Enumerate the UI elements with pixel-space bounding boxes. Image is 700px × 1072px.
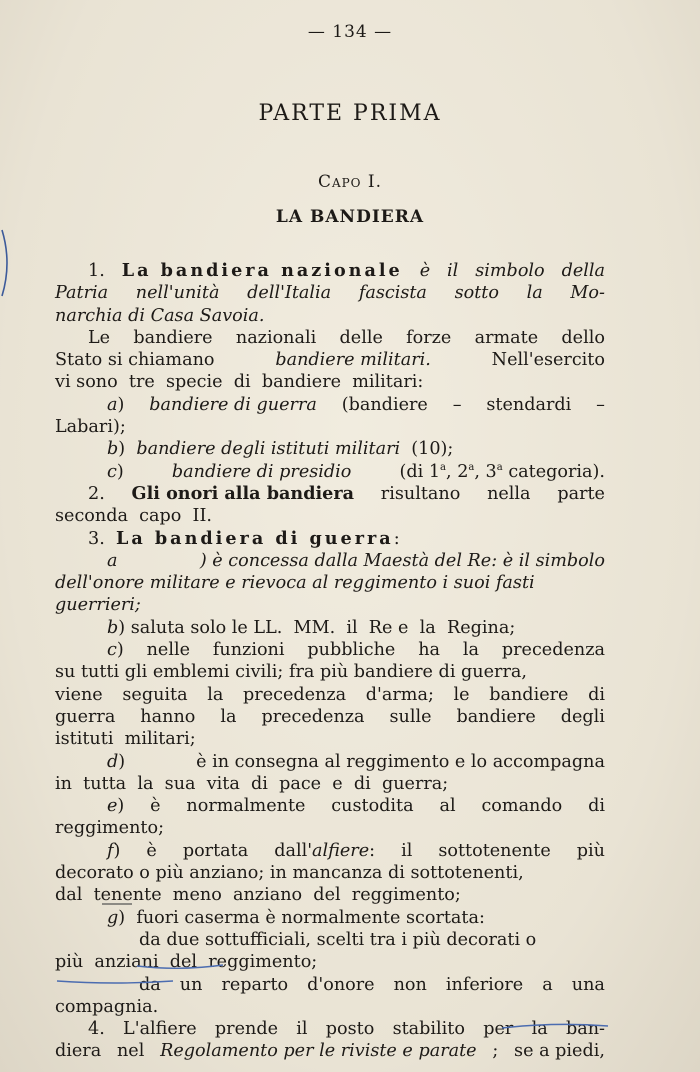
text-line: dell'onore militare e rievoca al reggimento i suoi fasti [55, 573, 535, 594]
text-line: 1. La bandiera nazionale è il simbolo della [88, 260, 605, 281]
text-line: istituti militari; [55, 729, 196, 750]
margin-bracket-mark [0, 228, 14, 298]
text-line: c) nelle funzioni pubbliche ha la precedenza [107, 640, 605, 661]
text-line: reggimento; [55, 818, 164, 839]
text-line: da due sottufficiali, scelti tra i più decorati o [139, 929, 537, 950]
text-line: seconda capo II. [55, 506, 213, 527]
text-line: Labari); [55, 417, 126, 438]
text-line: in tutta la sua vita di pace e di guerra; [55, 773, 449, 794]
text-line: b) saluta solo le LL. MM. il Re e la Regina; [107, 617, 516, 638]
text-line: a) bandiere di guerra (bandiere – stendardi – [107, 394, 605, 415]
text-line: Stato si chiamano bandiere militari. Nell'esercito [55, 350, 605, 371]
part-heading: PARTE PRIMA [258, 101, 442, 126]
text-line: guerra hanno la precedenza sulle bandiere degli [55, 706, 605, 727]
text-line: più anziani del reggimento; [55, 952, 318, 973]
text-line: diera nel Regolamento per le riviste e parate ; se a piedi, [55, 1041, 605, 1062]
text-line: guerrieri; [55, 595, 141, 616]
chapter-heading: Capo I. [317, 172, 383, 192]
text-line: vi sono tre specie di bandiere militari: [55, 372, 424, 393]
text-line: dal tenente meno anziano del reggimento; [55, 885, 461, 906]
text-line: da un reparto d'onore non inferiore a una [139, 974, 605, 995]
body-text [55, 260, 605, 1063]
text-line: f) è portata dall'alfiere: il sottotenente più [107, 840, 605, 861]
text-line: e) è normalmente custodita al comando di [107, 796, 605, 817]
text-line: d) è in consegna al reggimento e lo accompagna [107, 751, 605, 772]
text-line: decorato o più anziano; in mancanza di sottotenenti, [55, 863, 524, 884]
text-line: 2. Gli onori alla bandiera risultano nella parte [88, 482, 605, 504]
text-line: su tutti gli emblemi civili; fra più bandiere di guerra, [55, 662, 527, 683]
text-line: b) bandiere degli istituti militari (10); [107, 439, 454, 460]
text-line: viene seguita la precedenza d'arma; le bandiere di [55, 684, 605, 705]
text-line: Patria nell'unità dell'Italia fascista sotto la Mo- [55, 283, 605, 304]
text-line: g) fuori caserma è normalmente scortata: [107, 907, 485, 928]
text-line: narchia di Casa Savoia. [55, 305, 265, 326]
page-number: — 134 — [307, 22, 393, 42]
text-line: a ) è concessa dalla Maestà del Re: è il simbolo [107, 550, 605, 571]
chapter-title: LA BANDIERA [275, 207, 425, 227]
text-line: c) bandiere di presidio (di 1$^a$, 2$^a$, 3$^a$ categoria). [107, 461, 605, 482]
text-line: Le bandiere nazionali delle forze armate dello [88, 327, 605, 348]
text-line: 4. L'alfiere prende il posto stabilito per la ban- [88, 1019, 605, 1040]
text-line: compagnia. [55, 996, 159, 1017]
text-line: 3. La bandiera di guerra: [88, 527, 400, 549]
